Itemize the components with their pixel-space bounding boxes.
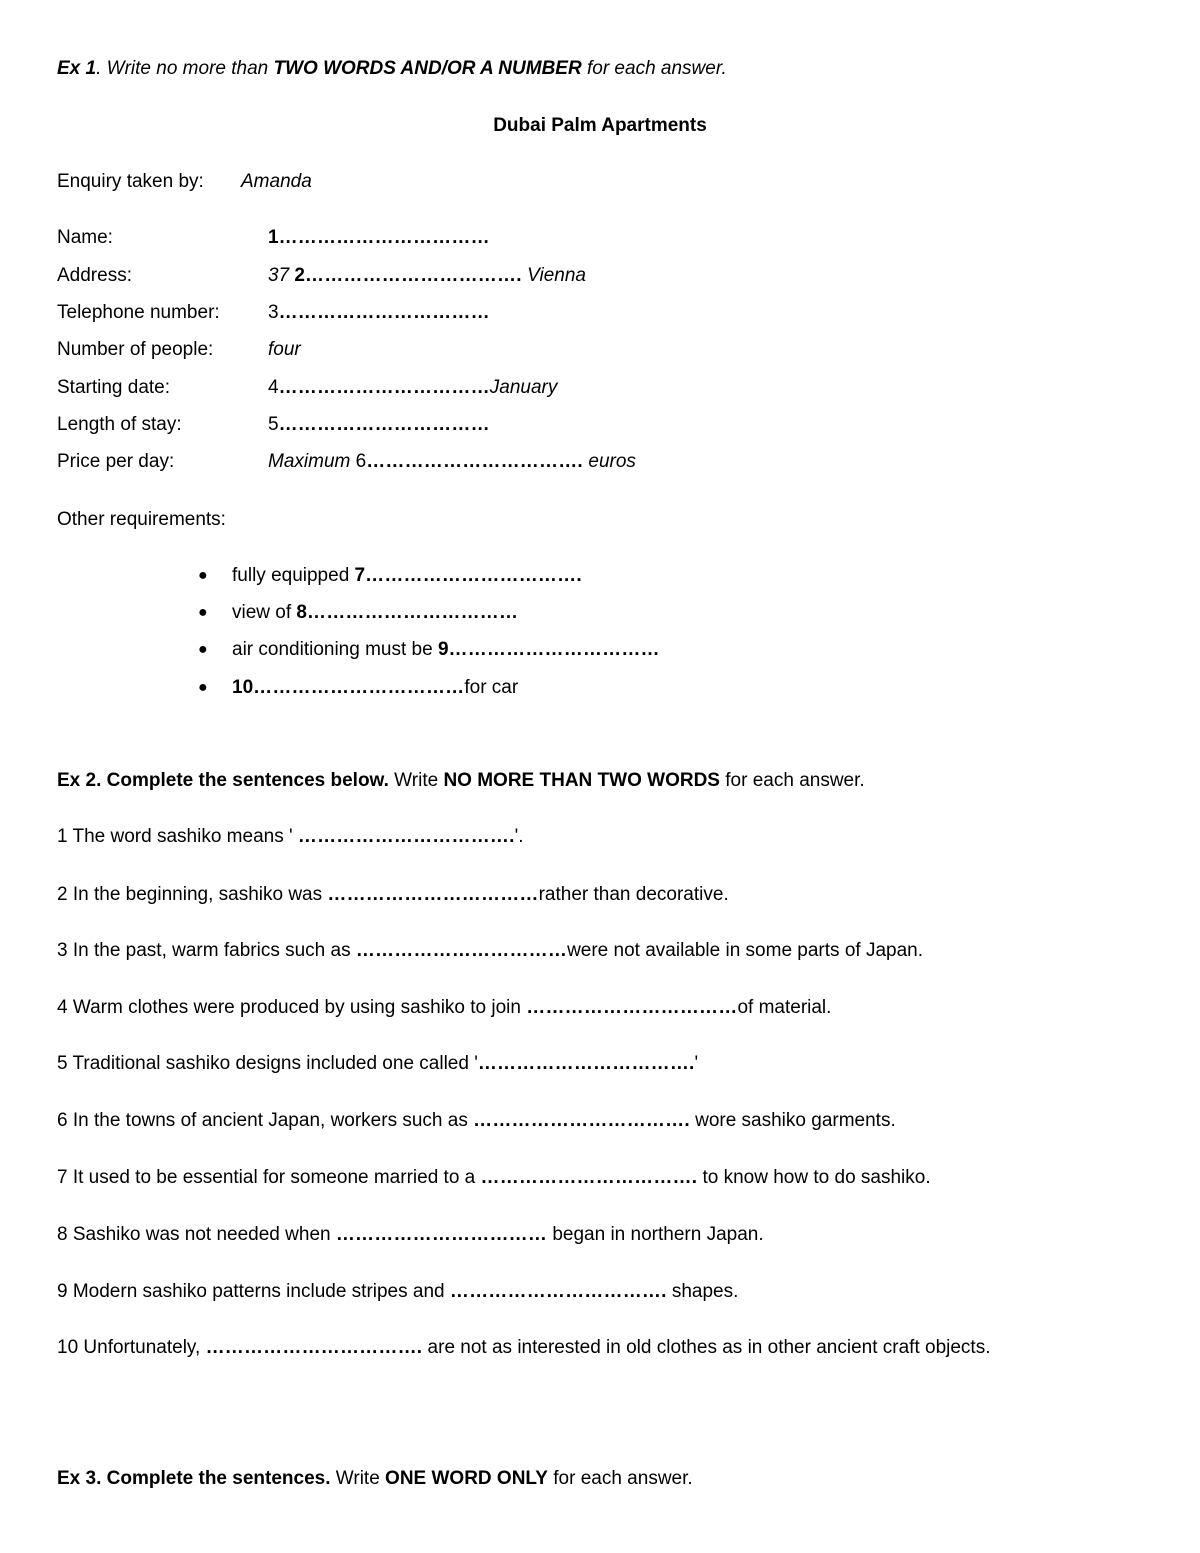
requirement-text: air conditioning must be 9…………………………… bbox=[232, 639, 660, 660]
ex2-emphasis: NO MORE THAN TWO WORDS bbox=[443, 770, 720, 791]
other-requirements-label: Other requirements: bbox=[57, 509, 226, 530]
bullet-icon: ● bbox=[198, 679, 208, 696]
answer-blank[interactable]: …………………………… bbox=[278, 227, 490, 248]
form-value bbox=[268, 376, 557, 400]
ex2-write: Write bbox=[388, 770, 444, 791]
sentence-item: 7 It used to be essential for someone married to a ……………………………. to know how to do sashiko. bbox=[57, 1167, 931, 1188]
requirement-text bbox=[232, 676, 518, 700]
sentence-item: 8 Sashiko was not needed when …………………………… began in northern Japan. bbox=[57, 1224, 764, 1245]
answer-blank[interactable]: ……………………………. bbox=[366, 451, 589, 472]
sentence-item: 10 Unfortunately, ……………………………. are not as interested in old clothes as in other ancient craft objects. bbox=[57, 1337, 991, 1358]
answer-blank[interactable]: …………………………… bbox=[335, 1224, 548, 1245]
answer-blank[interactable]: ……………………………. bbox=[449, 1281, 667, 1302]
form-value bbox=[268, 264, 586, 288]
sentence-item: 5 Traditional sashiko designs included one called '…………………………….' bbox=[57, 1053, 699, 1074]
question-number: 4 bbox=[268, 377, 279, 398]
ex1-instruction-sep: . Write no more than bbox=[96, 58, 274, 79]
question-number: 8 bbox=[296, 602, 307, 623]
answer-blank[interactable]: ……………………………. bbox=[205, 1337, 423, 1358]
form-title: Dubai Palm Apartments bbox=[493, 115, 707, 136]
enquiry-line bbox=[57, 170, 312, 194]
bullet-icon: ● bbox=[198, 641, 208, 658]
form-label: Telephone number: bbox=[57, 302, 220, 323]
value-prefix: 37 bbox=[268, 265, 295, 286]
answer-blank[interactable]: ……………………………. bbox=[297, 826, 515, 847]
question-number: 2 bbox=[294, 265, 305, 286]
ex1-label: Ex 1 bbox=[57, 58, 97, 79]
form-label: Price per day: bbox=[57, 451, 175, 472]
value-suffix: January bbox=[489, 377, 558, 398]
ex3-label: Ex 3. Complete the sentences. bbox=[57, 1468, 331, 1489]
bullet-icon: ● bbox=[198, 567, 208, 584]
ex1-emphasis: TWO WORDS AND/OR A NUMBER bbox=[273, 58, 582, 79]
answer-blank[interactable]: …………………………… bbox=[448, 639, 660, 660]
answer-blank[interactable]: …………………………… bbox=[355, 940, 568, 961]
sentence-item: 9 Modern sashiko patterns include stripes and ……………………………. shapes. bbox=[57, 1281, 739, 1302]
enquiry-label: Enquiry taken by: bbox=[57, 171, 204, 192]
answer-blank[interactable]: …………………………… bbox=[526, 997, 738, 1018]
sentence-item: 1 The word sashiko means ' …………………………….'. bbox=[57, 826, 524, 847]
ex1-instruction-tail: for each answer. bbox=[581, 58, 727, 79]
form-value: four bbox=[268, 339, 301, 360]
sentence-item: 3 In the past, warm fabrics such as ……………………………were not available in some parts of Japan. bbox=[57, 940, 923, 961]
form-value bbox=[268, 450, 636, 474]
ex2-label: Ex 2. Complete the sentences below. bbox=[57, 770, 389, 791]
sentence-item: 6 In the towns of ancient Japan, workers such as ……………………………. wore sashiko garments. bbox=[57, 1110, 896, 1131]
bullet-icon: ● bbox=[198, 604, 208, 621]
form-label: Length of stay: bbox=[57, 414, 182, 435]
form-label: Number of people: bbox=[57, 339, 214, 360]
ex2-instruction-tail: for each answer. bbox=[719, 770, 865, 791]
form-label: Starting date: bbox=[57, 377, 171, 398]
question-number: 1 bbox=[268, 227, 279, 248]
question-number: 9 bbox=[437, 639, 449, 660]
form-value bbox=[268, 301, 490, 325]
answer-blank[interactable]: …………………………… bbox=[278, 377, 490, 398]
answer-blank[interactable]: ……………………………. bbox=[365, 565, 582, 586]
requirement-text: fully equipped 7……………………………. bbox=[232, 565, 582, 586]
form-label: Address: bbox=[57, 265, 132, 286]
ex1-instruction bbox=[57, 57, 727, 81]
ex3-instruction bbox=[57, 1467, 693, 1491]
answer-blank[interactable]: ……………………………. bbox=[305, 265, 528, 286]
question-number: 3 bbox=[268, 302, 279, 323]
question-number: 10 bbox=[232, 677, 254, 698]
ex3-instruction-tail: for each answer. bbox=[547, 1468, 693, 1489]
requirement-text: view of 8…………………………… bbox=[232, 602, 519, 623]
answer-blank[interactable]: …………………………… bbox=[278, 414, 490, 435]
value-prefix: Maximum bbox=[268, 451, 356, 472]
question-number: 5 bbox=[268, 414, 279, 435]
answer-blank[interactable]: …………………………… bbox=[327, 884, 539, 905]
answer-blank[interactable]: …………………………… bbox=[253, 677, 465, 698]
form-value bbox=[268, 413, 490, 437]
answer-blank[interactable]: ……………………………. bbox=[477, 1053, 695, 1074]
answer-blank[interactable]: …………………………… bbox=[307, 602, 519, 623]
question-number: 6 bbox=[355, 451, 367, 472]
ex3-emphasis: ONE WORD ONLY bbox=[385, 1468, 548, 1489]
question-number: 7 bbox=[354, 565, 366, 586]
form-label: Name: bbox=[57, 227, 113, 248]
answer-blank[interactable]: ……………………………. bbox=[473, 1110, 690, 1131]
ex3-write: Write bbox=[330, 1468, 386, 1489]
sentence-item: 4 Warm clothes were produced by using sashiko to join ……………………………of material. bbox=[57, 997, 832, 1018]
answer-blank[interactable]: ……………………………. bbox=[480, 1167, 698, 1188]
answer-blank[interactable]: …………………………… bbox=[278, 302, 490, 323]
value-suffix: Vienna bbox=[527, 265, 586, 286]
sentence-item: 2 In the beginning, sashiko was ……………………………rather than decorative. bbox=[57, 884, 729, 905]
enquiry-value: Amanda bbox=[241, 171, 312, 192]
form-value bbox=[268, 226, 490, 250]
ex2-instruction bbox=[57, 769, 865, 793]
requirement-suffix: for car bbox=[464, 677, 519, 698]
value-suffix: euros bbox=[588, 451, 636, 472]
